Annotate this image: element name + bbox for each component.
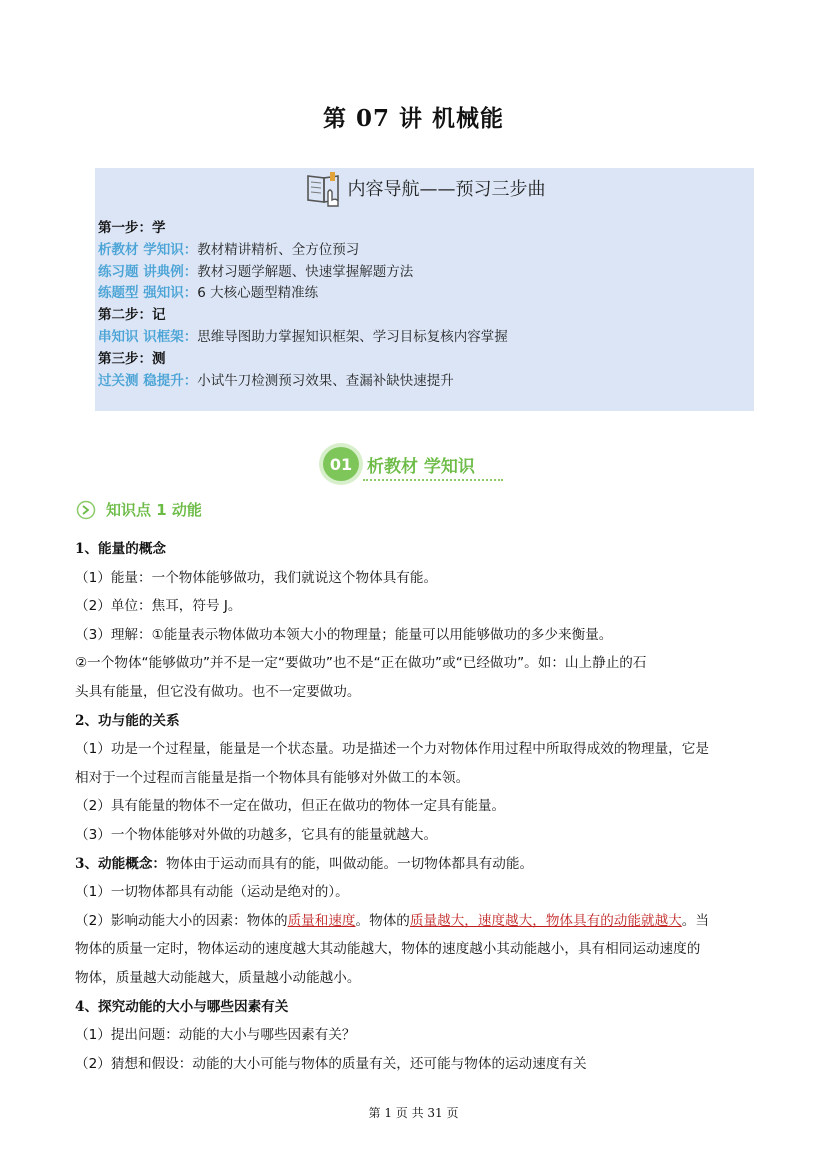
- arrow-circle-icon: [76, 500, 96, 520]
- nav-item-desc: 教材习题学解题、快速掌握解题方法: [197, 263, 414, 280]
- page-footer: 第 1 页 共 31 页: [368, 1106, 459, 1120]
- paragraph: 相对于一个过程而言能量是指一个物体具有能够对外做工的本领。: [75, 769, 470, 786]
- heading-explore-factors: 4、探究动能的大小与哪些因素有关: [75, 998, 289, 1015]
- section-underline: [363, 479, 503, 481]
- paragraph: （1）提出问题：动能的大小与哪些因素有关？: [75, 1027, 356, 1044]
- section-badge: [323, 447, 475, 481]
- highlight-text: 质量越大，速度越大，物体具有的动能就越大: [409, 912, 682, 929]
- nav-item-desc: 6 大核心题型精准练: [197, 285, 319, 302]
- section-title: 析教材 学知识: [367, 456, 475, 477]
- paragraph: （3）一个物体能够对外做的功越多，它具有的能量就越大。: [75, 826, 438, 843]
- nav-item-desc: 教材精讲精析、全方位预习: [197, 241, 360, 258]
- text-span: （2）影响动能大小的因素：物体的: [75, 912, 288, 929]
- knowledge-point-title: 知识点 1 动能: [106, 501, 202, 519]
- heading-energy-concept: 1、能量的概念: [75, 541, 167, 557]
- kinetic-energy-definition: [75, 850, 755, 879]
- paragraph: （2）单位：焦耳，符号 J。: [75, 598, 242, 615]
- nav-title: 内容导航——预习三步曲: [347, 179, 546, 200]
- nav-item-label: 串知识 识框架：: [98, 328, 198, 345]
- heading-work-energy: 2、功与能的关系: [75, 712, 180, 729]
- paragraph: 头具有能量，但它没有做功。也不一定要做功。: [75, 683, 361, 700]
- content-navigation-box: [95, 168, 754, 411]
- nav-item: [98, 240, 508, 262]
- paragraph: （1）能量：一个物体能够做功，我们就说这个物体具有能。: [75, 569, 438, 586]
- paragraph: 物体，质量越大动能越大，质量越小动能越小。: [75, 969, 361, 986]
- nav-item-desc: 思维导图助力掌握知识框架、学习目标复核内容掌握: [197, 328, 508, 345]
- text-span: 。当: [681, 912, 709, 929]
- step2-heading: 第二步：记: [98, 307, 166, 324]
- paragraph-factors: [75, 907, 755, 936]
- nav-item-label: 过关测 稳提升：: [98, 372, 198, 389]
- body-content: [75, 535, 755, 1078]
- paragraph: （2）具有能量的物体不一定在做功，但正在做功的物体一定具有能量。: [75, 798, 506, 815]
- page-title: 第 07 讲 机械能: [322, 105, 505, 132]
- paragraph: （3）理解：①能量表示物体做功本领大小的物理量；能量可以用能够做功的多少来衡量。: [75, 626, 613, 643]
- nav-item: [98, 327, 508, 349]
- steps-list: [98, 218, 508, 392]
- definition-text: 物体由于运动而具有的能，叫做动能。一切物体都具有动能。: [166, 855, 534, 872]
- book-hand-icon: [304, 168, 346, 208]
- nav-item-label: 析教材 学知识：: [98, 241, 198, 258]
- heading-kinetic-energy: 3、动能概念：: [75, 855, 167, 872]
- knowledge-point-heading: [76, 499, 202, 520]
- paragraph: ②一个物体“能够做功”并不是一定“要做功”也不是“正在做功”或“已经做功”。如：山上静止的石: [75, 655, 647, 672]
- nav-item-desc: 小试牛刀检测预习效果、查漏补缺快速提升: [197, 372, 454, 389]
- nav-item-label: 练习题 讲典例：: [98, 263, 198, 280]
- step1-heading: 第一步：学: [98, 220, 166, 236]
- paragraph: （1）一切物体都具有动能（运动是绝对的）。: [75, 884, 349, 901]
- nav-item-label: 练题型 强知识：: [98, 285, 198, 302]
- nav-item: [98, 262, 508, 284]
- paragraph: （1）功是一个过程量，能量是一个状态量。功是描述一个力对物体作用过程中所取得成效的物理量，它是: [75, 741, 709, 758]
- step3-heading: 第三步：测: [98, 350, 166, 367]
- section-number: 01: [323, 447, 359, 481]
- nav-item: [98, 283, 508, 305]
- nav-item: [98, 371, 508, 393]
- paragraph: （2）猜想和假设：动能的大小可能与物体的质量有关，还可能与物体的运动速度有关: [75, 1055, 587, 1072]
- text-span: 。物体的: [355, 912, 410, 929]
- highlight-text: 质量和速度: [287, 912, 356, 929]
- paragraph: 物体的质量一定时，物体运动的速度越大其动能越大，物体的速度越小其动能越小，具有相同运动速度的: [75, 941, 701, 958]
- nav-header: [95, 168, 754, 208]
